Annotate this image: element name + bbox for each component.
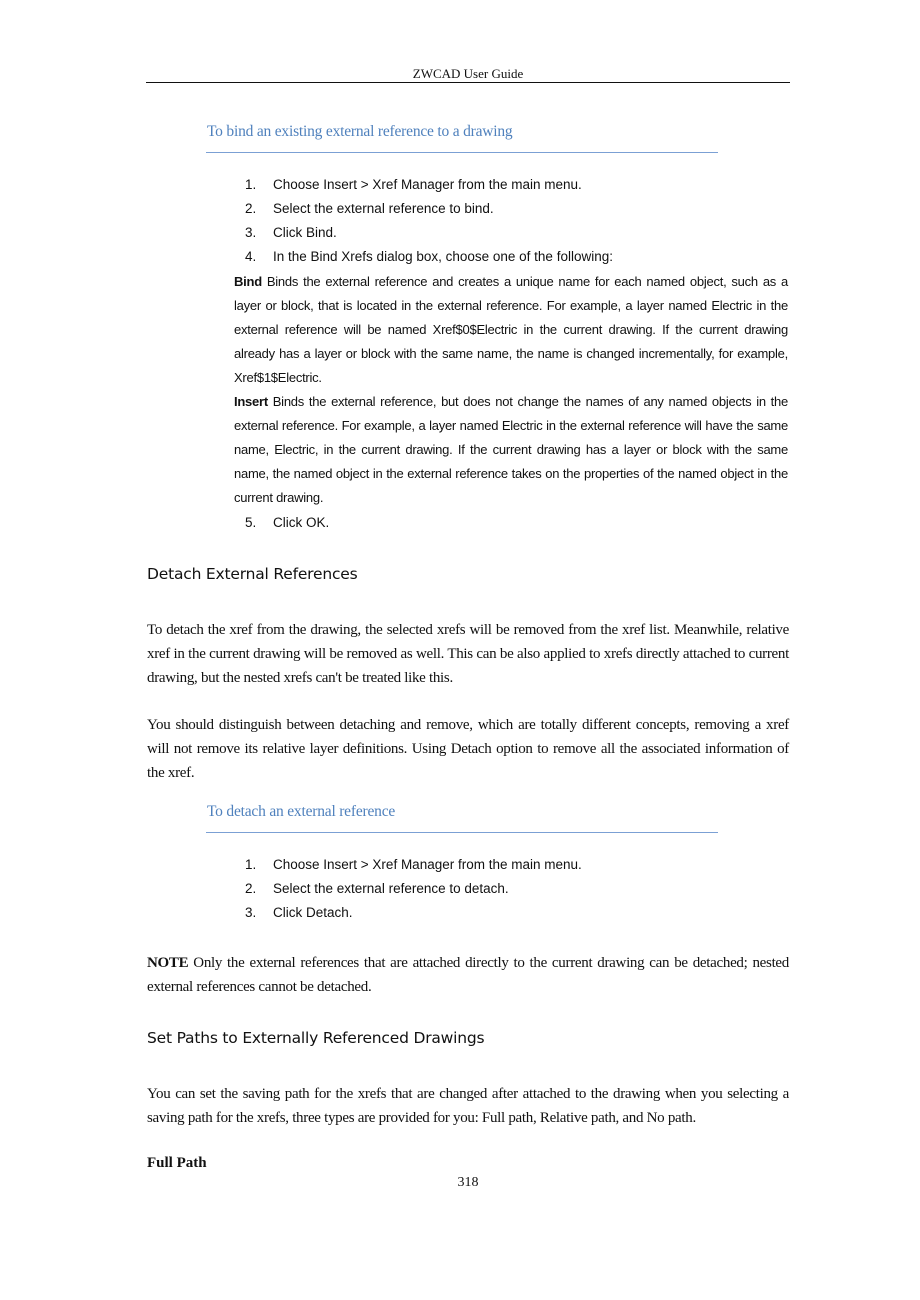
header-rule	[146, 82, 790, 83]
step-number: 3.	[245, 225, 257, 240]
step-item	[245, 249, 613, 264]
procedure-title-bind: To bind an existing external reference to a drawing	[207, 123, 513, 140]
note-label: NOTE	[147, 955, 189, 971]
step-text: Click OK.	[273, 515, 330, 530]
body-paragraph: You should distinguish between detaching and remove, which are totally different concepts, removing a xref will not remove its relative layer definitions. Using Detach option to remove all the associated information of the xref.	[147, 717, 789, 781]
step-text: Select the external reference to bind.	[273, 201, 494, 216]
option-label: Bind	[234, 274, 262, 289]
step-number: 4.	[245, 249, 257, 264]
body-paragraph: You can set the saving path for the xrefs that are changed after attached to the drawing when you selecting a saving path for the xrefs, three types are provided for you: Full path, Relative path, and No path.	[147, 1086, 789, 1126]
note-text: Only the external references that are attached directly to the current drawing can be detached; nested external references cannot be detached.	[147, 955, 789, 995]
option-label: Insert	[234, 394, 268, 409]
option-bind-description	[234, 270, 788, 390]
procedure-title-detach: To detach an external reference	[207, 803, 396, 820]
running-header: ZWCAD User Guide	[412, 66, 524, 81]
step-item	[245, 177, 582, 192]
subheading-full-path: Full Path	[147, 1155, 207, 1171]
step-text: Click Bind.	[273, 225, 337, 240]
step-text: Choose Insert > Xref Manager from the main menu.	[273, 177, 582, 192]
procedure-title-rule	[206, 152, 718, 153]
procedure-title-rule	[206, 832, 718, 833]
step-item	[245, 225, 337, 240]
step-item	[245, 881, 509, 896]
step-number: 5.	[245, 515, 257, 530]
step-text: Click Detach.	[273, 905, 353, 920]
step-text: Choose Insert > Xref Manager from the main menu.	[273, 857, 582, 872]
step-item	[245, 515, 329, 530]
step-number: 2.	[245, 201, 257, 216]
body-paragraph: To detach the xref from the drawing, the selected xrefs will be removed from the xref list. Meanwhile, relative xref in the current drawing will be removed as well. This can be also applied to xrefs directly attached to current drawing, but the nested xrefs can't be treated like this.	[147, 622, 789, 686]
step-text: Select the external reference to detach.	[273, 881, 509, 896]
note-paragraph	[147, 951, 789, 999]
section-heading-paths: Set Paths to Externally Referenced Drawings	[147, 1029, 485, 1047]
step-number: 3.	[245, 905, 257, 920]
option-insert-description	[234, 390, 788, 510]
step-item	[245, 201, 494, 216]
option-text: Binds the external reference and creates a unique name for each named object, such as a layer or block, that is located in the external reference. For example, a layer named Electric in the external reference will be named Xref$0$Electric in the current drawing. If the current drawing already has a layer or block with the same name, the name is changed incrementally, for example, Xref$1$Electric.	[234, 274, 788, 385]
step-item	[245, 905, 353, 920]
step-number: 1.	[245, 857, 257, 872]
section-heading-detach: Detach External References	[147, 565, 358, 583]
step-item	[245, 857, 582, 872]
step-number: 2.	[245, 881, 257, 896]
step-text: In the Bind Xrefs dialog box, choose one of the following:	[273, 249, 613, 264]
option-text: Binds the external reference, but does not change the names of any named objects in the external reference. For example, a layer named Electric in the external reference will have the same name, Electric, in the current drawing. If the current drawing has a layer or block with the same name, the named object in the external reference takes on the properties of the named object in the current drawing.	[234, 394, 788, 505]
step-number: 1.	[245, 177, 257, 192]
page-number: 318	[457, 1175, 479, 1190]
